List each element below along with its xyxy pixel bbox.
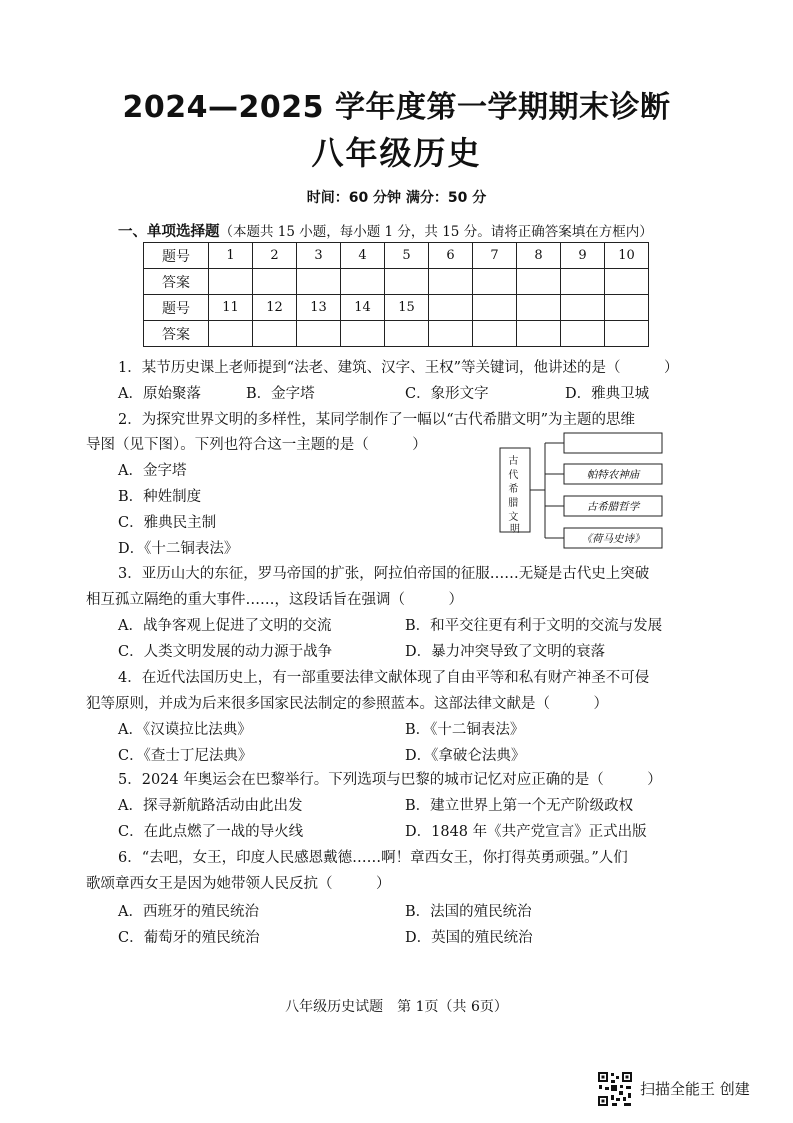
question-2-option-d: D．《十二铜表法》 [118, 541, 239, 557]
question-number: 1 [209, 243, 253, 269]
question-4-option-c: C．《查士丁尼法典》 [118, 748, 253, 764]
answer-cell[interactable] [385, 321, 429, 347]
question-1-stem: 1．某节历史课上老师提到“法老、建筑、汉字、王权”等关键词，他讲述的是（ ） [118, 360, 679, 376]
question-number [473, 295, 517, 321]
question-number: 9 [561, 243, 605, 269]
question-6-option-d: D．英国的殖民统治 [405, 930, 533, 946]
question-5-option-a: A．探寻新航路活动由此出发 [118, 798, 303, 814]
question-number: 14 [341, 295, 385, 321]
answer-cell[interactable] [605, 269, 649, 295]
question-number [605, 295, 649, 321]
question-6-stem-line2: 歌颂章西女王是因为她带领人民反抗（ ） [86, 876, 391, 892]
question-number: 2 [253, 243, 297, 269]
answer-cell[interactable] [341, 321, 385, 347]
question-4-option-a: A．《汉谟拉比法典》 [118, 722, 252, 738]
question-number: 3 [297, 243, 341, 269]
question-6-option-b: B．法国的殖民统治 [405, 904, 532, 920]
answer-cell[interactable] [561, 269, 605, 295]
question-5-option-c: C．在此点燃了一战的导火线 [118, 824, 304, 840]
row-label: 题号 [144, 295, 209, 321]
question-number [517, 295, 561, 321]
answer-cell[interactable] [341, 269, 385, 295]
answer-cell[interactable] [429, 269, 473, 295]
question-1-option-a: A．原始聚落 [118, 386, 201, 402]
question-number [429, 295, 473, 321]
mind-map-root-label [508, 454, 521, 535]
question-1-option-c: C．象形文字 [405, 386, 489, 402]
question-3-option-c: C．人类文明发展的动力源于战争 [118, 644, 333, 660]
question-2-option-b: B．种姓制度 [118, 489, 202, 505]
question-3-option-d: D．暴力冲突导致了文明的衰落 [405, 644, 606, 660]
question-5-stem: 5．2024 年奥运会在巴黎举行。下列选项与巴黎的城市记忆对应正确的是（ ） [118, 772, 662, 788]
table-row [144, 295, 649, 321]
question-number [561, 295, 605, 321]
answer-cell[interactable] [605, 321, 649, 347]
mind-map-root-char: 文 [508, 512, 519, 523]
question-4-stem-line1: 4．在近代法国历史上，有一部重要法律文献体现了自由平等和私有财产神圣不可侵 [118, 670, 650, 686]
question-number: 15 [385, 295, 429, 321]
question-1-option-b: B．金字塔 [246, 386, 315, 402]
mind-map-item-1: 帕特农神庙 [586, 469, 640, 481]
answer-cell[interactable] [209, 321, 253, 347]
question-2-option-a: A．金字塔 [118, 463, 187, 479]
question-1-option-d: D．雅典卫城 [565, 386, 650, 402]
question-number: 8 [517, 243, 561, 269]
question-number: 6 [429, 243, 473, 269]
table-row [144, 269, 649, 295]
exam-title: 2024—2025 学年度第一学期期末诊断 [122, 90, 671, 125]
mind-map-root-char: 腊 [508, 498, 519, 509]
answer-cell[interactable] [253, 269, 297, 295]
question-6-option-a: A．西班牙的殖民统治 [118, 904, 259, 920]
question-4-option-d: D．《拿破仑法典》 [405, 748, 526, 764]
mind-map-item-3: 《荷马史诗》 [581, 533, 645, 545]
answer-cell[interactable] [385, 269, 429, 295]
row-label: 题号 [144, 243, 209, 269]
answer-cell[interactable] [297, 269, 341, 295]
answer-cell[interactable] [473, 269, 517, 295]
question-2-stem-line1: 2．为探究世界文明的多样性，某同学制作了一幅以“古代希腊文明”为主题的思维 [118, 412, 636, 428]
table-row [144, 243, 649, 269]
question-4-stem-line2: 犯等原则，并成为后来很多国家民法制定的参照蓝本。这部法律文献是（ ） [86, 696, 608, 712]
question-3-option-b: B．和平交往更有利于文明的交流与发展 [405, 618, 663, 634]
page-footer: 八年级历史试题 第 1页（共 6页） [285, 999, 508, 1015]
mind-map-blank-box [564, 433, 662, 453]
row-label: 答案 [144, 269, 209, 295]
question-3-stem-line2: 相互孤立隔绝的重大事件……，这段话旨在强调（ ） [86, 592, 463, 608]
question-number: 5 [385, 243, 429, 269]
section-heading [118, 220, 653, 241]
answer-cell[interactable] [209, 269, 253, 295]
row-label: 答案 [144, 321, 209, 347]
section-title: 一、单项选择题 [118, 224, 220, 240]
question-number: 4 [341, 243, 385, 269]
section-note: （本题共 15 小题，每小题 1 分，共 15 分。请将正确答案填在方框内） [219, 224, 653, 240]
qr-code-icon [597, 1071, 633, 1107]
question-number: 12 [253, 295, 297, 321]
exam-time-score: 时间：60 分钟 满分：50 分 [306, 190, 487, 206]
answer-table [143, 242, 649, 347]
question-2-option-c: C．雅典民主制 [118, 515, 217, 531]
question-5-option-d: D．1848 年《共产党宣言》正式出版 [405, 824, 647, 840]
mind-map-item-2: 古希腊哲学 [586, 501, 640, 513]
answer-cell[interactable] [473, 321, 517, 347]
question-3-stem-line1: 3．亚历山大的东征，罗马帝国的扩张，阿拉伯帝国的征服……无疑是古代史上突破 [118, 566, 650, 582]
question-2-stem-line2: 导图（见下图）。下列也符合这一主题的是（ ） [86, 437, 427, 453]
question-6-option-c: C．葡萄牙的殖民统治 [118, 930, 260, 946]
question-number: 13 [297, 295, 341, 321]
question-3-option-a: A．战争客观上促进了文明的交流 [118, 618, 332, 634]
mind-map-root-char: 希 [508, 484, 519, 495]
mind-map-diagram [497, 428, 667, 550]
mind-map-root-char: 代 [508, 470, 519, 481]
answer-cell[interactable] [517, 269, 561, 295]
answer-cell[interactable] [517, 321, 561, 347]
question-4-option-b: B．《十二铜表法》 [405, 722, 525, 738]
mind-map-root-char: 明 [510, 524, 520, 535]
question-number: 11 [209, 295, 253, 321]
mind-map-root-char: 古 [508, 456, 519, 467]
question-number: 7 [473, 243, 517, 269]
question-5-option-b: B．建立世界上第一个无产阶级政权 [405, 798, 634, 814]
exam-subtitle: 八年级历史 [311, 134, 482, 172]
scanner-watermark: 扫描全能王 创建 [640, 1080, 750, 1098]
answer-cell[interactable] [297, 321, 341, 347]
answer-cell[interactable] [253, 321, 297, 347]
question-number: 10 [605, 243, 649, 269]
answer-cell[interactable] [561, 321, 605, 347]
question-6-stem-line1: 6．“去吧，女王，印度人民感恩戴德……啊！章西女王，你打得英勇顽强。”人们 [118, 850, 628, 866]
answer-cell[interactable] [429, 321, 473, 347]
table-row [144, 321, 649, 347]
